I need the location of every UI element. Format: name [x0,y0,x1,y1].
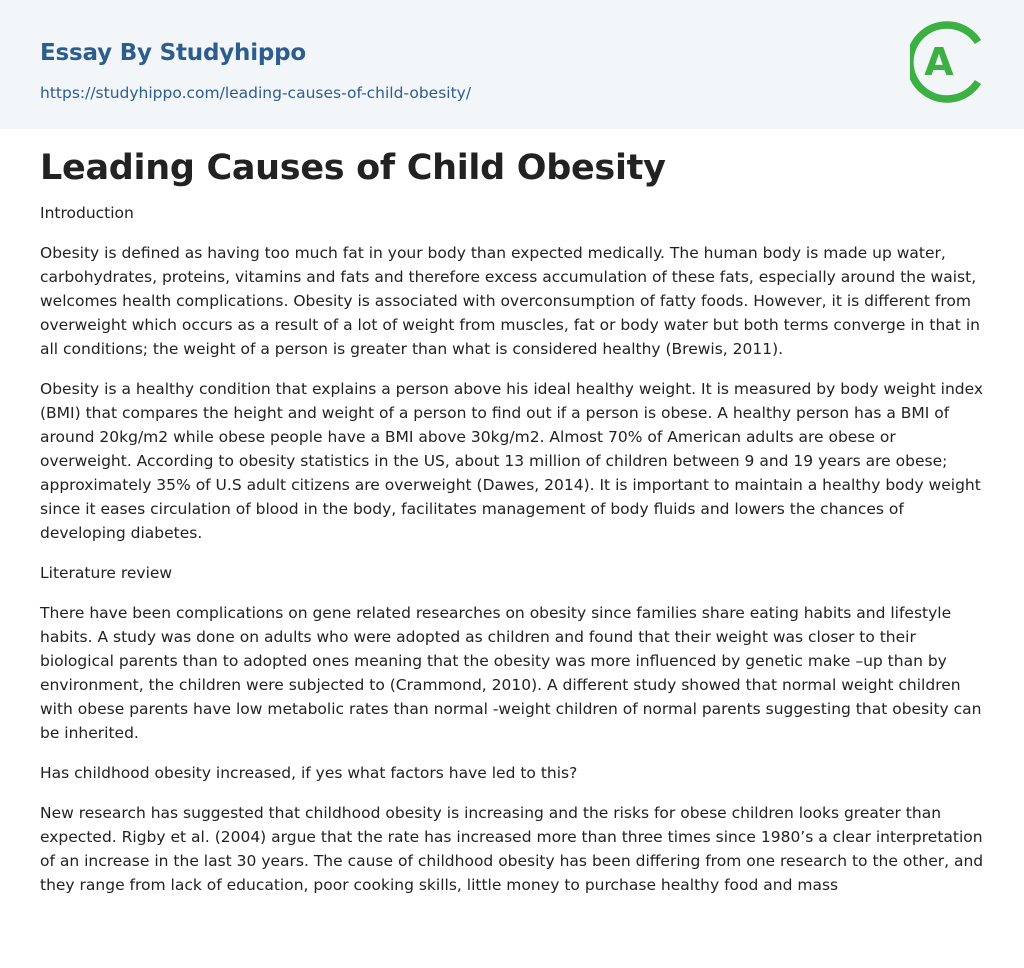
section-question-childhood-obesity: Has childhood obesity increased, if yes what factors have led to this? [40,764,578,782]
essay-body [40,201,986,897]
logo-letter: A [924,40,954,84]
essay-title: Leading Causes of Child Obesity [40,148,666,188]
paragraph-bmi: Obesity is a healthy condition that explains a person above his ideal healthy weight. It is measured by body weight index (BMI) that compares the height and weight of a person to find out if a person is obese. A healthy person has a BMI of around 20kg/m2 while obese people have a BMI above 30kg/m2. Almost 70% of American adults are obese or overweight. According to obesity statistics in the US, about 13 million of children between 9 and 19 years are obese; approximately 35% of U.S adult citizens are overweight (Dawes, 2014). It is important to maintain a healthy body weight since it eases circulation of blood in the body, facilitates management of body fluids and lowers the chances of developing diabetes. [40,380,984,542]
paragraph-genetics: There have been complications on gene related researches on obesity since families share eating habits and lifestyle habits. A study was done on adults who were adopted as children and found that their weight was closer to their biological parents than to adopted ones meaning that the obesity was more influenced by genetic make –up than by environment, the children were subjected to (Crammond, 2010). A different study showed that normal weight children with obese parents have low metabolic rates than normal -weight children of normal parents suggesting that obesity can be inherited. [40,604,982,742]
section-heading-literature-review: Literature review [40,564,173,582]
site-header [0,0,1024,129]
paragraph-new-research: New research has suggested that childhood obesity is increasing and the risks for obese children looks greater than expected. Rigby et al. (2004) argue that the rate has increased more than three times since 1980’s a clear interpretation of an increase in the last 30 years. The cause of childhood obesity has been differing from one research to the other, and they range from lack of education, poor cooking skills, little money to purchase healthy food and mass [40,804,984,894]
paragraph-obesity-definition: Obesity is defined as having too much fat in your body than expected medically. The human body is made up water, carbohydrates, proteins, vitamins and fats and therefore excess accumulation of these fats, especially around the waist, welcomes health complications. Obesity is associated with overconsumption of fatty foods. However, it is different from overweight which occurs as a result of a lot of weight from muscles, fat or body water but both terms converge in that in all conditions; the weight of a person is greater than what is considered healthy (Brewis, 2011). [40,244,980,358]
studyhippo-logo-icon[interactable] [910,19,988,105]
section-heading-introduction: Introduction [40,204,134,222]
essay-url-link[interactable]: https://studyhippo.com/leading-causes-of-child-obesity/ [40,84,472,102]
site-title[interactable]: Essay By Studyhippo [40,40,307,66]
essay-content [40,145,986,913]
